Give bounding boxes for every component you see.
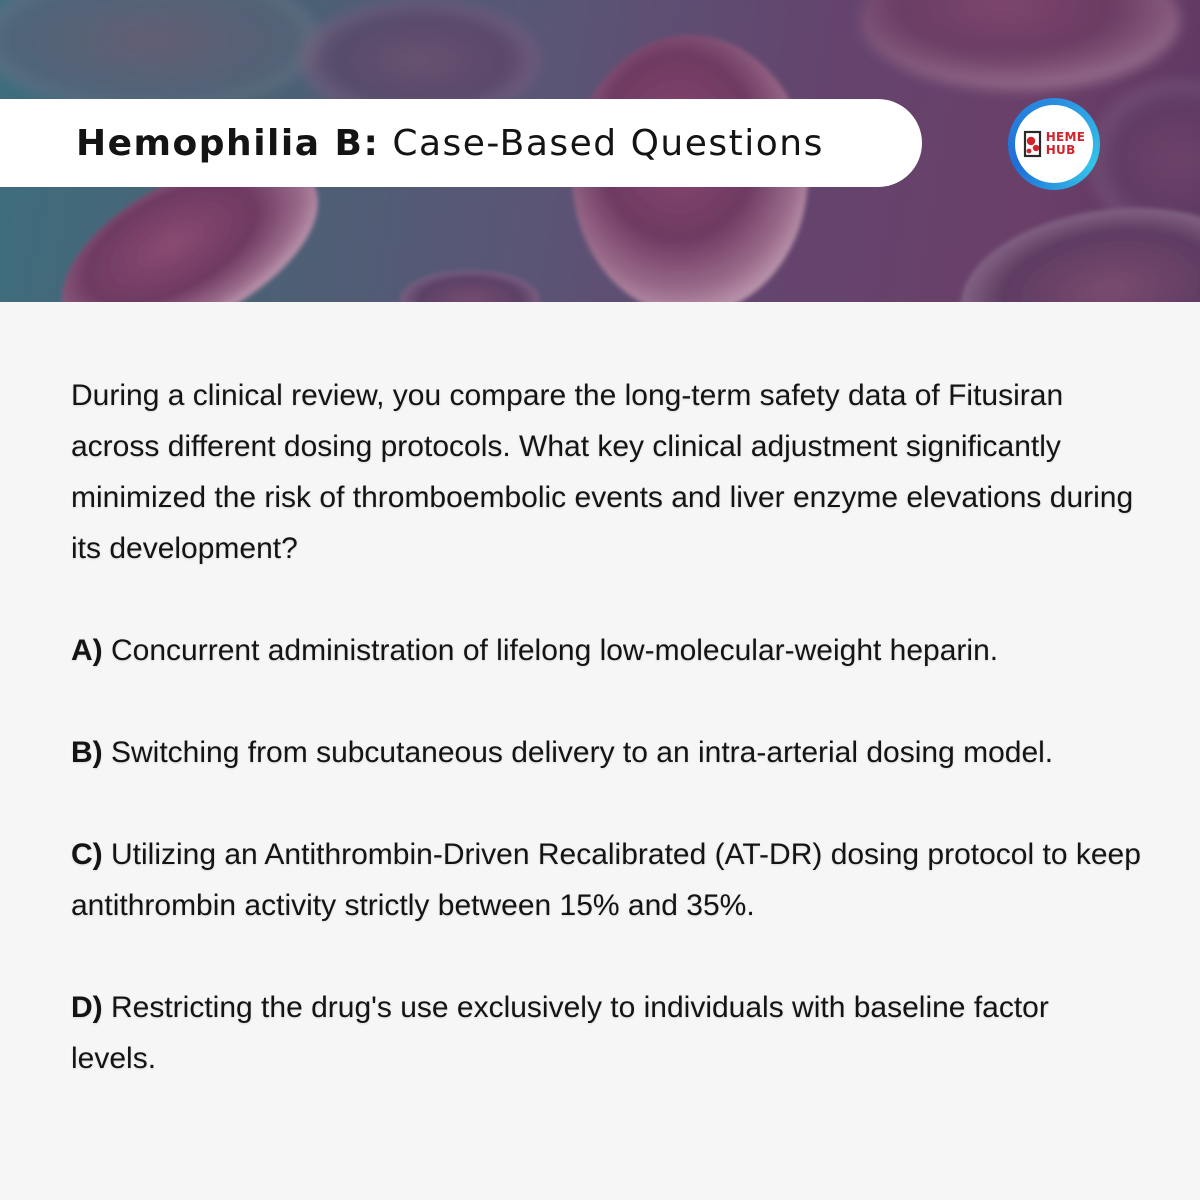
option-letter: D) (71, 991, 103, 1024)
heme-hub-logo (986, 98, 1122, 190)
logo-wordmark (1046, 131, 1086, 157)
page-title (76, 123, 824, 164)
option-letter: C) (71, 838, 103, 871)
option-b (71, 727, 1141, 778)
heme-hub-logo-icon (1023, 129, 1043, 159)
option-d (71, 982, 1141, 1084)
option-text: Restricting the drug's use exclusively to individuals with baseline factor levels. (71, 991, 1049, 1075)
option-c (71, 829, 1141, 931)
option-a (71, 625, 1141, 676)
option-text: Concurrent administration of lifelong low-molecular-weight heparin. (111, 634, 999, 667)
question-text: During a clinical review, you compare the long-term safety data of Fitusiran across different dosing protocols. What key clinical adjustment significantly minimized the risk of thromboembolic events and liver enzyme elevations during its development? (71, 379, 1134, 565)
option-letter: A) (71, 634, 103, 667)
question-card (71, 370, 1141, 1135)
header-banner (0, 0, 1200, 302)
logo-word-heme: HEME (1045, 130, 1086, 144)
title-subtitle: Case-Based Questions (392, 122, 824, 164)
title-bar (0, 99, 922, 187)
title-topic: Hemophilia B: (76, 122, 380, 164)
logo-word-hub: HUB (1045, 143, 1076, 157)
option-text: Switching from subcutaneous delivery to an intra-arterial dosing model. (111, 736, 1054, 769)
option-letter: B) (71, 736, 103, 769)
logo-inner (1015, 105, 1093, 183)
option-text: Utilizing an Antithrombin-Driven Recalibrated (AT-DR) dosing protocol to keep antithrombin activity strictly between 15% and 35%. (71, 838, 1141, 922)
logo-ring (1008, 98, 1100, 190)
